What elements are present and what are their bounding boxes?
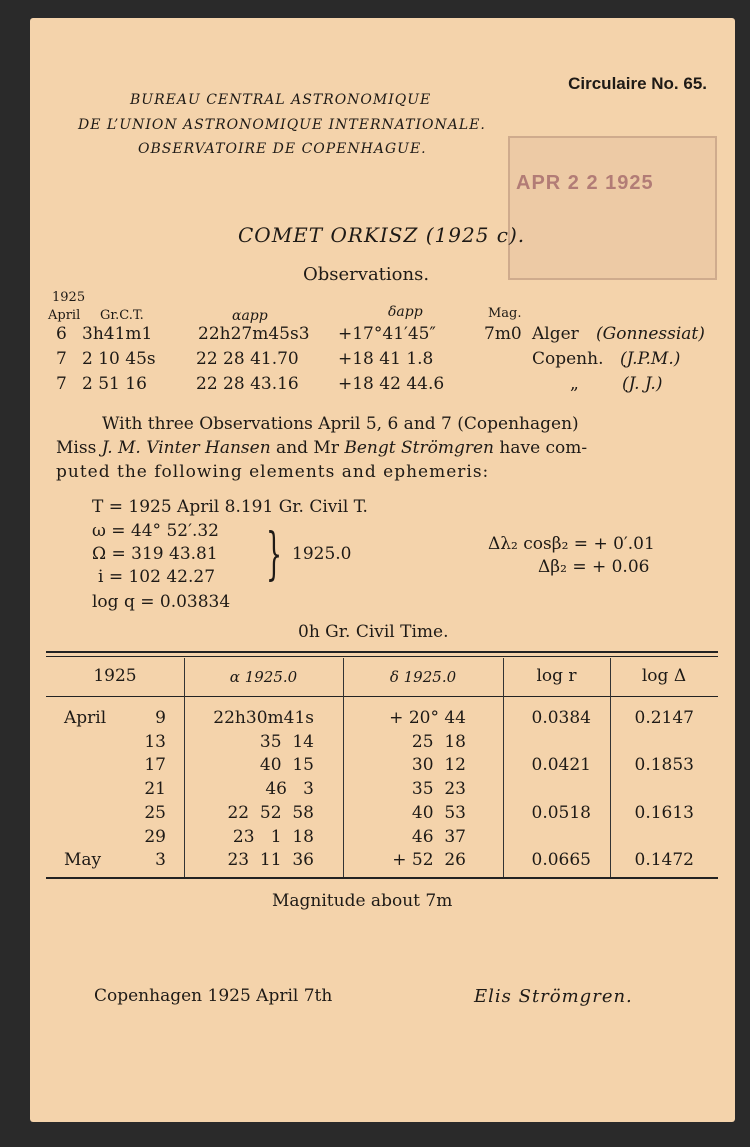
cell-delta: 40 53 (411, 802, 466, 823)
cell-delta: + 52 26 (392, 850, 466, 871)
col-header-logr: log r (536, 666, 577, 686)
cell-day: 13 (144, 731, 166, 752)
obs-year: 1925 (52, 290, 86, 305)
element-logq: log q = 0.03834 (92, 592, 231, 612)
magnitude-note: Magnitude about 7m (272, 891, 453, 911)
cell-delta: 30 12 (411, 755, 466, 776)
cell-delta: + 20° 44 (389, 708, 466, 728)
cell-alpha: 22h30m41s (213, 708, 314, 728)
cell-day: 3 (155, 850, 166, 871)
cell-logr: 0.0384 (531, 708, 591, 728)
element-inclination: i = 102 42.27 (98, 567, 216, 587)
circular-number: Circulaire No. 65. (568, 74, 707, 93)
obs-alpha-header: αapp (232, 308, 268, 324)
time-heading: 0h Gr. Civil Time. (298, 622, 449, 642)
paragraph-line-1: With three Observations April 5, 6 and 7 (Copenhagen) (102, 414, 579, 434)
cell-logr: 0.0518 (531, 802, 591, 823)
cell-logr: 0.0665 (531, 850, 591, 871)
cell-alpha: 22 52 58 (227, 802, 314, 823)
obs-time-header: Gr.C.T. (100, 308, 144, 323)
col-header-delta: δ 1925.0 (389, 668, 457, 686)
brace-icon: } (266, 522, 283, 587)
cell-logd: 0.1853 (634, 755, 694, 776)
paragraph-line-3: puted the following elements and ephemeris: (56, 462, 490, 482)
circular-card: APR 2 2 1925 Circulaire No. 65. BUREAU CENTRAL ASTRONOMIQUE DE L’UNION ASTRONOMIQUE INTERNATIONALE. OBSERVATOIRE DE COPENHAGUE. COMET ORKISZ (1925 c). Observations. 1925 April Gr.C.T. αapp δapp Mag. 6 3h41m1 22h27m45s3 +17°41′45″ 7m0 Alger (Gonnessiat) 7 2 10 45s 22 28 41.70 +18 41 1.8 Copenh. (J.P.M.) 7 2 51 16 22 28 43.16 +18 42 44.6 „ (J. J.) With three Observations April 5, 6 and 7 (Copenhagen) Miss J. M. Vinter Hansen and Mr Bengt Strömgren have com- puted the following elements and ephemeris: T = 1925 April 8.191 Gr. Civil T. ω = 44° 52′.32 Ω = 319 43.81 i = 102 42.27 } 1925.0 log q = 0.03834 Δλ₂ cosβ₂ = + 0′.01 Δβ₂ = + 0.06 0h Gr. Civil Time. 1925 α 1925.0 δ 1925.0 log r log Δ April 9 22h30m41s + 20° 44 0.0384 0.2147 13 35 14 25 18 17 40 15 30 12 0.0421 0.1853 21 46 3 35 23 25 22 52 58 40 53 0.0518 0.1613 29 23 1 18 46 37 May 3 23 11 36 + 52 26 0.0665 0.1472 Magnitude about 7m Copenhagen 1925 April 7th Elis Strömgren. (30, 18, 735, 1122)
col-header-year: 1925 (93, 666, 137, 686)
cell-day: 17 (144, 755, 166, 776)
cell-logd: 0.1472 (634, 850, 694, 871)
element-node: Ω = 319 43.81 (92, 544, 218, 564)
col-header-logdelta: log Δ (641, 666, 687, 686)
cell-month: May (64, 850, 102, 871)
cell-alpha: 23 11 36 (227, 850, 314, 871)
correction-2: Δβ₂ = + 0.06 (538, 557, 650, 577)
correction-1: Δλ₂ cosβ₂ = + 0′.01 (488, 534, 655, 554)
cell-month: April (64, 708, 107, 728)
element-omega: ω = 44° 52′.32 (92, 521, 219, 541)
cell-logd: 0.2147 (634, 708, 694, 728)
element-epoch: 1925.0 (292, 544, 352, 564)
col-header-alpha: α 1925.0 (229, 668, 298, 686)
paragraph-line-2: Miss J. M. Vinter Hansen and Mr Bengt Strömgren have com- (56, 438, 588, 458)
cell-logd: 0.1613 (634, 802, 694, 823)
date-stamp: APR 2 2 1925 (508, 136, 717, 280)
cell-alpha: 46 3 (265, 779, 314, 800)
element-T: T = 1925 April 8.191 Gr. Civil T. (92, 497, 368, 517)
cell-alpha: 40 15 (259, 755, 314, 776)
obs-month: April (48, 308, 81, 323)
place-date: Copenhagen 1925 April 7th (94, 986, 333, 1006)
cell-delta: 35 23 (411, 779, 466, 800)
obs-mag-header: Mag. (488, 306, 522, 321)
cell-day: 29 (144, 826, 166, 847)
signature: Elis Strömgren. (474, 986, 633, 1007)
cell-day: 21 (144, 779, 166, 800)
cell-alpha: 23 1 18 (232, 826, 314, 847)
cell-logr: 0.0421 (531, 755, 591, 776)
comet-title: COMET ORKISZ (1925 c). (238, 223, 526, 247)
cell-delta: 46 37 (411, 826, 466, 847)
cell-alpha: 35 14 (259, 731, 314, 752)
cell-day: 9 (155, 708, 166, 728)
table-top-rule (46, 651, 718, 653)
cell-delta: 25 18 (411, 731, 466, 752)
table-bottom-rule (46, 877, 718, 879)
obs-delta-header: δapp (388, 304, 423, 320)
observations-heading: Observations. (303, 264, 430, 285)
cell-day: 25 (144, 802, 166, 823)
bureau-line-3: OBSERVATOIRE DE COPENHAGUE. (138, 141, 427, 157)
bureau-line-1: BUREAU CENTRAL ASTRONOMIQUE (130, 92, 432, 108)
bureau-line-2: DE L’UNION ASTRONOMIQUE INTERNATIONALE. (78, 117, 486, 133)
